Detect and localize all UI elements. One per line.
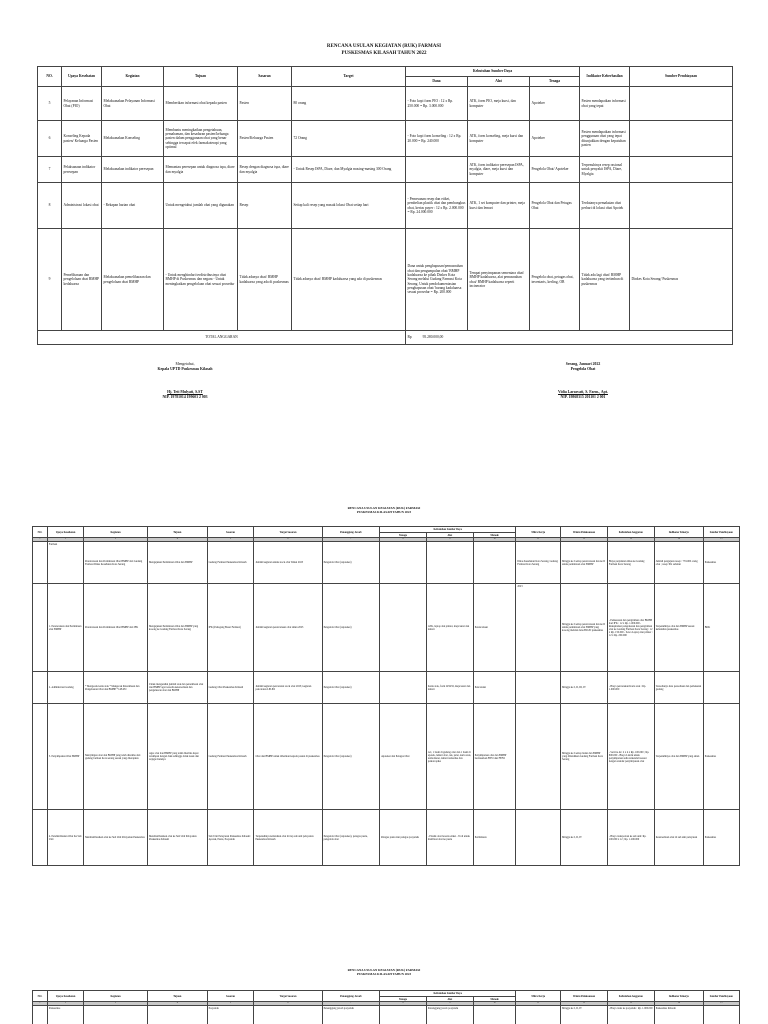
cell-dana	[406, 157, 468, 183]
doc1-signature-right	[508, 362, 658, 400]
doc3-header-kegiatan: Kegiatan	[84, 991, 148, 1002]
sign-right-line1: Serang, Januari 2022	[565, 362, 601, 366]
doc3-header-sumber: Sumber Pembiayaan	[703, 991, 739, 1002]
cell-kegiatan: Melaksanakan Pelayanan Informasi Obat	[102, 87, 164, 121]
sign-right-line2: Pengelola Obat	[570, 366, 596, 371]
cell-no	[33, 584, 48, 672]
col-num: 2	[47, 1002, 83, 1006]
cell-tenaga: Apoteker	[530, 121, 580, 157]
cell-sumber: Puskesmas	[703, 704, 739, 810]
doc3-header-no: NO.	[33, 991, 48, 1002]
cell-upaya: Pelayanan Informasi Obat (PIO)	[62, 87, 102, 121]
cell-pj: Penanggung jawab posyandu	[322, 1006, 379, 1024]
doc3-header-indikator: Indikator Kinerja	[654, 991, 703, 1002]
cell-kegiatan: Menyimpan obat dan BMHP yang telah diterima dari gudang farmasi Kota serang sesuai yang diterapkan	[84, 704, 148, 810]
cell-dana: - Foto kopi form PIO : 12 x Rp. 250.000 = Rp. 3.000.000	[406, 87, 468, 121]
cell-tujuan: Untuk mengetahui jumlah obat yang digunakan	[164, 183, 238, 229]
doc3-subtitle: PUSKESMAS KILASAH TAHUN 2023	[356, 972, 412, 977]
col-num: 13	[607, 538, 654, 542]
doc2-header-metode: Metode	[473, 533, 516, 538]
cell-sasaran: Gudang Farmasi Puskesmas Kilasah	[207, 704, 254, 810]
cell-dana: Dana untuk penghapusan/pemusnahan obat dan pengumpulan obat/ BMHP kadaluarsa ke pihak Dinkes Kota Serang melalui Gudang Farmasi Kota Serang. Untuk pendokumentasian penghapusan obat/ barang kadaluarsa sesuai prosedur = Rp. 200.000	[406, 229, 468, 331]
cell-no	[33, 704, 48, 810]
cell-no	[33, 1006, 48, 1024]
doc2-header-waktu: Waktu Pelaksanaan	[561, 527, 608, 538]
doc2-title-block	[0, 506, 768, 515]
cell-pj: Pengelola Obat (Apoteker)	[322, 542, 379, 584]
cell-upaya: 4. Pendistribusian Obat Ke Sub Unit	[47, 810, 83, 866]
cell-sasaran: Gudang Obat Puskesmas Kilasah	[207, 672, 254, 704]
doc3-header-sasaran: Sasaran	[207, 991, 254, 1002]
cell-indikator: Terpenuhinya resep rasional untuk penyakit ISPA, Diare, Myalgia	[580, 157, 630, 183]
cell-target: Tidak adanya obat/ BMHP kadaluarsa yang ada di puskesmas	[292, 229, 406, 331]
doc1-total-row	[38, 331, 733, 345]
cell-dana: - Foto kopi form konseling : 12 x Rp. 20.000 = Rp. 240.000	[406, 121, 468, 157]
document-page-1	[0, 0, 768, 399]
cell-alat: Tempat penyimpanan sementara obat/ BMHP kadaluarsa, alat pemusnahan obat/ BMHP kadaluarsa seperti incinerator	[468, 229, 530, 331]
doc1-header-target: Target	[292, 67, 406, 87]
doc2-table-row	[33, 704, 740, 810]
doc2-table-row	[33, 542, 740, 584]
col-num: 14	[654, 538, 703, 542]
cell-tujuan: Mengajukan Permintaan Obat dan BMHP yang kosong ke Gudang Farmasi Kota Serang	[147, 584, 207, 672]
col-num: 1	[33, 538, 48, 542]
cell-metode: Penyimpanan obat dan BMHP berdasarkan FIFO dan FEFO	[473, 704, 516, 810]
cell-alat: ATK, form indikator peresepan ISPA, myalgia, diare, meja kursi dan komputer	[468, 157, 530, 183]
doc3-title-block	[0, 968, 768, 977]
cell-tujuan: Membantu meningkatkan pengetahuan, pemahaman, dan kesadaran pasien/keluarga pasien dalam penggunaan obat yang benar sehingga tercapai efek farmakoterapi yang optimal	[164, 121, 238, 157]
col-num: 12	[561, 538, 608, 542]
doc2-header-mitra: Mitra Kerja	[516, 527, 561, 538]
col-num: 1	[33, 1002, 48, 1006]
cell-no: 8	[38, 183, 62, 229]
doc3-header-target: Target Sasaran	[254, 991, 322, 1002]
cell-no: 9	[38, 229, 62, 331]
cell-kegiatan: Perencanaan dan Permintaan Obat BMHP dari Gudang Farmasi Dinas Kesehatan Kota Serang	[84, 542, 148, 584]
doc1-signature-left	[110, 362, 260, 400]
doc2-table	[32, 526, 740, 866]
doc1-subtitle: PUSKESMAS KILASAH TAHUN 2022	[341, 50, 427, 56]
doc1-title-block	[0, 44, 768, 58]
doc2-title: RENCANA USULAN KEGIATAN (RUK) FARMASI	[347, 506, 421, 510]
cell-mitra	[516, 704, 561, 810]
doc3-header-kebutuhan: Kebutuhan Sumber Daya	[380, 991, 516, 997]
cell-kegiatan: Mendistribusikan obat ke Sub Unit Pelayanan Puskesmas	[84, 810, 148, 866]
doc1-table-row	[38, 229, 733, 331]
doc2-header-indikator: Indikator Kinerja	[654, 527, 703, 538]
document-page-3	[0, 964, 768, 1024]
doc2-header-tenaga: Tenaga	[380, 533, 427, 538]
cell-no: 5	[38, 87, 62, 121]
cell-kegiatan: * Mengecek kartu stok * Mengecek Penerimaan dan Pengeluaran Obat dan BMHP * LPLPO	[84, 672, 148, 704]
cell-sasaran: Gudang Farmasi Puskesmas Kilasah	[207, 542, 254, 584]
cell-no: 7	[38, 157, 62, 183]
cell-kegiatan: - Rekapan harian obat	[102, 183, 164, 229]
cell-tenaga: Pengelola Obat/ Apoteker	[530, 157, 580, 183]
total-value: 95.280.000,00	[422, 335, 444, 340]
doc1-header-no: NO.	[38, 67, 62, 87]
doc1-header-tenaga: Tenaga	[530, 77, 580, 87]
cell-anggaran: - Pemesanan dan pengiriman obat BMHP dari IFK : 12 x Rp. 1.000.000 - Rekapitulasi pengeluaran dan pengiriman obat ke Gudang Farmasi Kota Serang : 12 x Rp. 150.000 - Sewa Laptop dan printer : 12 x Rp. 200.000	[607, 584, 654, 672]
doc1-header-sasaran: Sasaran	[238, 67, 292, 87]
cell-kegiatan: Melaksanakan indikator peresepan	[102, 157, 164, 183]
cell-indikator: Pasien mendapatkan informasi obat yang tepat	[580, 87, 630, 121]
cell-anggaran: Biaya perjalanan dinas ke Gudang Farmasi Kota Serang	[607, 542, 654, 584]
doc3-header-mitra: Mitra Kerja	[516, 991, 561, 1002]
cell-waktu: Minggu ke I setiap perencanaan dan ke II untuk permintaan obat BMHP	[561, 542, 608, 584]
doc1-table-row	[38, 87, 733, 121]
cell-sumber	[630, 157, 733, 183]
cell-no	[33, 810, 48, 866]
doc3-header-pj: Penanggung Jawab	[322, 991, 379, 1002]
doc3-header-waktu: Waktu Pelaksanaan	[561, 991, 608, 1002]
cell-target: Setiap kali resep yang masuk lokasi Obat setiap hari	[292, 183, 406, 229]
cell-dana: - Pemesanan resep dan etiket, pembelian plastik obat dan pembungkus obat, kertas puyer : 12 x Rp. 2.000.000 = Rp. 24.000.000	[406, 183, 468, 229]
col-num: 11	[516, 1002, 561, 1006]
cell-pj: Pengelola Obat (Apoteker)	[322, 704, 379, 810]
cell-tenaga: Petugas pustu dan petugas posyandu	[380, 810, 427, 866]
cell-target: Jumlah kegiatan pencatatan stock obat 2023; kegiatan pencatatan LPLPO	[254, 672, 322, 704]
doc1-header-tujuan: Tujuan	[164, 67, 238, 87]
doc1-title: RENCANA USULAN KEGIATAN (RUK) FARMASI	[326, 44, 442, 49]
doc3-table	[32, 990, 740, 1024]
cell-target: Obat dan BMHP untuk diberikan kepada pasien di puskesmas	[254, 704, 322, 810]
cell-kegiatan: Melaksanakan Konseling	[102, 121, 164, 157]
doc2-header-pj: Penanggung Jawab	[322, 527, 379, 538]
col-num: 10	[473, 538, 516, 542]
cell-sasaran: Resep dengan diagnosa ispa, diare dan myalgia	[238, 157, 292, 183]
col-num: 6	[254, 538, 322, 542]
col-num: 2	[47, 538, 83, 542]
cell-alat	[426, 542, 473, 584]
doc1-table-row	[38, 121, 733, 157]
cell-target: Terpenuhinya kebutuhan obat di tiap sub unit pelayanan Puskesmas Kilasah	[254, 810, 322, 866]
sign-right-name: Vidia Larasvati, S. Farm., Apt.	[558, 389, 608, 394]
cell-tujuan	[147, 1006, 207, 1024]
cell-pj: Pengelola Obat (Apoteker)	[322, 672, 379, 704]
col-num: 15	[703, 1002, 739, 1006]
doc3-header-metode: Metode	[473, 997, 516, 1002]
doc2-header-no: NO.	[33, 527, 48, 538]
doc1-header-upaya: Upaya Kesehatan	[62, 67, 102, 87]
cell-upaya: Pemeliharaan dan pengelolaan obat BMHP kedaluarsa	[62, 229, 102, 331]
col-num: 9	[426, 1002, 473, 1006]
col-num: 14	[654, 1002, 703, 1006]
cell-tenaga: Pengelola Obat dan Petugas Obat	[530, 183, 580, 229]
doc2-header-alat: Alat	[426, 533, 473, 538]
total-currency: Rp	[407, 335, 412, 340]
cell-metode: Permintaan	[473, 810, 516, 866]
cell-upaya: Puskesmas	[47, 1006, 83, 1024]
cell-indikator: Terpenuhinya obat dan BMHP yang aman	[654, 704, 703, 810]
cell-target: - Untuk Resep ISPA, Diare, dan Myalgia masing-masing 300 Orang	[292, 157, 406, 183]
cell-upaya: Farmasi	[47, 542, 83, 584]
cell-indikator: Jumlah pengajuan resep : 733.000 orang obat ; resep 30x sebulan	[654, 542, 703, 584]
doc1-header-alat: Alat	[468, 77, 530, 87]
cell-anggaran: - Biaya pencetakan Kartu stok : Rp. 1.000.000	[607, 672, 654, 704]
cell-tenaga	[380, 672, 427, 704]
cell-alat: ATK, laptop dan printer, meja kursi dan lemari	[426, 584, 473, 672]
col-num: 4	[147, 1002, 207, 1006]
doc2-header-target: Target Sasaran	[254, 527, 322, 538]
col-num: 5	[207, 1002, 254, 1006]
doc1-table	[37, 66, 733, 345]
cell-sumber	[630, 183, 733, 229]
cell-mitra	[516, 810, 561, 866]
cell-metode: Perencanaan	[473, 584, 516, 672]
cell-tujuan: Mendistribusikan obat ke Sub Unit Pelayanan Puskesmas Kilasah	[147, 810, 207, 866]
cell-alat: Kartu stok, form LPLPO, meja kursi dan lemari	[426, 672, 473, 704]
cell-upaya: Administrasi lokasi obat	[62, 183, 102, 229]
cell-target: 72 Orang	[292, 121, 406, 157]
cell-tenaga	[380, 542, 427, 584]
col-num: 7	[322, 538, 379, 542]
col-num: 5	[207, 538, 254, 542]
doc2-header-anggaran: Kebutuhan Anggaran	[607, 527, 654, 538]
cell-waktu: Minggu ke I, II, IV	[561, 1006, 608, 1024]
doc2-header-kebutuhan: Kebutuhan Sumber Daya	[380, 527, 516, 533]
doc3-header-tujuan: Tujuan	[147, 991, 207, 1002]
doc2-header-kegiatan: Kegiatan	[84, 527, 148, 538]
doc3-header-tenaga: Tenaga	[380, 997, 427, 1002]
cell-upaya: Pelaksanaan indikator peresepan	[62, 157, 102, 183]
cell-tenaga: Apoteker	[530, 87, 580, 121]
cell-alat: - Plastik obat beserta etiket - Troli untuk distribusi obat ke pustu	[426, 810, 473, 866]
cell-anggaran: - Service AC 2 x 4 x Rp. 100.000 ; Rp. 800.000 - Biaya Listrik untuk penyimpanan suhu terkendali sesuai dengan standar penyimpanan obat	[607, 704, 654, 810]
cell-tujuan: Memantau peresepan untuk diagnosa ispa, diare dan myalgia	[164, 157, 238, 183]
cell-pj: Pengelola Obat (Apoteker)	[322, 584, 379, 672]
cell-tenaga	[380, 584, 427, 672]
col-num: 4	[147, 538, 207, 542]
cell-metode	[473, 1006, 516, 1024]
cell-anggaran: - Biaya trans ke posyandu : Rp. 1.000.000	[607, 1006, 654, 1024]
cell-anggaran: - Biaya transportasi ke sub unit: Rp. 100.000 x 12 ; Rp. 1.200.000	[607, 810, 654, 866]
cell-target	[254, 1006, 322, 1024]
cell-sasaran: Sub Unit Pelayanan Puskesmas Kilasah: Apotek, Pustu, Posyandu	[207, 810, 254, 866]
cell-indikator: Tidak ada lagi obat/ BMHP kadaluarsa yang tertimbun di puskesmas	[580, 229, 630, 331]
cell-tenaga	[380, 1006, 427, 1024]
cell-sumber: Puskesmas	[703, 810, 739, 866]
cell-tujuan: Memberikan informasi obat kepada pasien	[164, 87, 238, 121]
doc3-title: RENCANA USULAN KEGIATAN (RUK) FARMASI	[347, 968, 421, 972]
cell-waktu: Minggu ke I setiap perencanaan dan ke II untuk permintaan obat BMHP yang kosong melalui dana BLUD puskesmas	[561, 584, 608, 672]
cell-sumber: Dinkes Kota Serang/ Puskesmas	[630, 229, 733, 331]
col-num: 15	[703, 538, 739, 542]
doc2-table-row	[33, 810, 740, 866]
document-page-2	[0, 500, 768, 860]
cell-indikator: Pasien mendapatkan informasi penggunaan obat yang tepat ditunjukkan dengan kepatuhan pasien	[580, 121, 630, 157]
cell-no	[33, 542, 48, 584]
cell-target: 80 orang	[292, 87, 406, 121]
cell-tenaga: Apoteker dan Petugas Obat	[380, 704, 427, 810]
col-num: 13	[607, 1002, 654, 1006]
cell-sasaran: IFK (Pedagang Besar Farmasi)	[207, 584, 254, 672]
sign-left-nip: NIP. 19781014 199603 2 003	[162, 394, 208, 399]
col-num: 10	[473, 1002, 516, 1006]
cell-sumber	[630, 87, 733, 121]
doc2-table-row	[33, 584, 740, 672]
cell-tenaga: Pengelola obat, petugas obat, inventaris, kerling, OB	[530, 229, 580, 331]
cell-tujuan: Untuk mengetahui jumlah stok dan penerimaan obat dan BMHP agar tersedia ketersediaan dan pengeluaran obat dan BMHP	[147, 672, 207, 704]
doc3-header-upaya: Upaya Kesehatan	[47, 991, 83, 1002]
cell-alat: Penanggung jawab posyandu	[426, 1006, 473, 1024]
cell-sasaran: Pasien	[238, 87, 292, 121]
cell-sumber	[703, 672, 739, 704]
cell-sasaran: Pasien/Keluarga Pasien	[238, 121, 292, 157]
sign-left-line2: Kepala UPTD Puskesmas Kilasah	[157, 366, 213, 371]
doc1-header-kegiatan: Kegiatan	[102, 67, 164, 87]
cell-waktu: Minggu ke I, II, III, IV	[561, 672, 608, 704]
cell-sasaran: Tidak adanya obat/ BMHP kadaluarsa yang ada di puskesmas	[238, 229, 292, 331]
cell-indikator: Terdatanya pemakaian obat perhari di lokasi obat Apotek	[580, 183, 630, 229]
cell-upaya: Konseling Kepada pasien/ Keluarga Pasien	[62, 121, 102, 157]
sign-left-name: Hj. Teti Mulyati, S.ST	[167, 389, 203, 394]
cell-kegiatan	[84, 1006, 148, 1024]
doc3-header-alat: Alat	[426, 997, 473, 1002]
cell-mitra: 2023	[516, 584, 561, 672]
cell-sumber: Puskesmas	[703, 542, 739, 584]
cell-sumber: BOK	[703, 584, 739, 672]
doc2-header-sumber: Sumber Pembiayaan	[703, 527, 739, 538]
cell-no	[33, 672, 48, 704]
cell-indikator: Puskesmas Kilasah	[654, 1006, 703, 1024]
doc1-header-sumber: Sumber Pembiayaan	[630, 67, 733, 87]
cell-target: Jumlah kegiatan perencanaan obat tahun 2023	[254, 584, 322, 672]
cell-tujuan: - Untuk menghindari terdistribusinya obat BMHP di Puskesmas dan negara - Untuk meningkatkan pengelolaan obat sesuai prosedur	[164, 229, 238, 331]
cell-alat: ATK, 1 set komputer dan printer, meja kursi dan lemari	[468, 183, 530, 229]
cell-kegiatan: Melaksanakan pemeliharaan dan pengelolaan obat BMHP	[102, 229, 164, 331]
cell-kegiatan: Perencanaan dan Permintaan Obat BMHP dari IFK	[84, 584, 148, 672]
cell-indikator: Ketersediaan obat di sub unit pelayanan	[654, 810, 703, 866]
cell-sasaran: Posyandu	[207, 1006, 254, 1024]
cell-waktu: Minggu ke I setiap bulan dan BMHP yang dibutuhkan Gudang Farmasi Kota Serang	[561, 704, 608, 810]
cell-upaya: 1. Perencanaan dan Permintaan obat BMHP	[47, 584, 83, 672]
col-num: 12	[561, 1002, 608, 1006]
doc2-subtitle: PUSKESMAS KILASAH TAHUN 2023	[356, 510, 412, 515]
doc1-table-row	[38, 183, 733, 229]
doc1-header-dana: Dana	[406, 77, 468, 87]
cell-pj: Pengelola Obat (Apoteker), petugas pustu, pengelola obat	[322, 810, 379, 866]
cell-tujuan: Agar obat dan BMHP yang telah diterima dapat tersimpan dengan baik sehingga tidak rusak dan terjaga mutunya	[147, 704, 207, 810]
cell-upaya: 3. Penyimpanan Obat BMHP	[47, 704, 83, 810]
cell-mitra: Dinas Kesehatan Kota Serang, Gudang Farmasi Kota Serang	[516, 542, 561, 584]
cell-sumber	[630, 121, 733, 157]
col-num: 11	[516, 538, 561, 542]
doc3-header-anggaran: Kebutuhan Anggaran	[607, 991, 654, 1002]
cell-indikator: Tersedianya data persediaan dan pemakaian gudang	[654, 672, 703, 704]
col-num: 8	[380, 538, 427, 542]
doc3-table-row	[33, 1006, 740, 1024]
col-num: 8	[380, 1002, 427, 1006]
total-label: TOTAL ANGGARAN	[38, 331, 406, 345]
col-num: 9	[426, 538, 473, 542]
col-num: 7	[322, 1002, 379, 1006]
col-num: 6	[254, 1002, 322, 1006]
cell-alat: ATK, form konseling, meja kursi dan komputer	[468, 121, 530, 157]
cell-mitra	[516, 1006, 561, 1024]
total-amount-cell	[406, 331, 733, 345]
cell-target: Jumlah kegiatan untuk stock obat Tahun 2023	[254, 542, 322, 584]
cell-waktu: Minggu ke I, II, IV	[561, 810, 608, 866]
cell-alat: ATK, form PIO, meja kursi, dan komputer	[468, 87, 530, 121]
doc1-header-indikator: Indikator Keberhasilan	[580, 67, 630, 87]
cell-sasaran: Resep	[238, 183, 292, 229]
sign-right-nip: NIP. 19868315 201101 2 001	[560, 394, 606, 399]
doc2-header-tujuan: Tujuan	[147, 527, 207, 538]
sign-left-line1: Mengetahui,	[175, 362, 195, 366]
cell-indikator: Terpenuhinya obat dan BMHP sesuai kebutuhan puskesmas	[654, 584, 703, 672]
doc2-header-upaya: Upaya Kesehatan	[47, 527, 83, 538]
cell-tujuan: Mengajukan Permintaan Obat dan BMHP	[147, 542, 207, 584]
cell-alat: AC, 1 buah di gudang obat dan 1 buah di apotek, lemari obat, rak, palet, kartu stok, termometer, lemari narkotika dan psikotropika	[426, 704, 473, 810]
cell-upaya: 2. Administrasi Gudang	[47, 672, 83, 704]
doc2-table-row	[33, 672, 740, 704]
doc1-table-row	[38, 157, 733, 183]
col-num: 3	[84, 538, 148, 542]
cell-sumber	[703, 1006, 739, 1024]
doc2-header-sasaran: Sasaran	[207, 527, 254, 538]
cell-metode	[473, 542, 516, 584]
cell-no: 6	[38, 121, 62, 157]
cell-mitra	[516, 672, 561, 704]
doc1-header-kebutuhan: Kebutuhan Sumber Daya	[406, 67, 580, 77]
col-num: 3	[84, 1002, 148, 1006]
cell-metode: Pencatatan	[473, 672, 516, 704]
